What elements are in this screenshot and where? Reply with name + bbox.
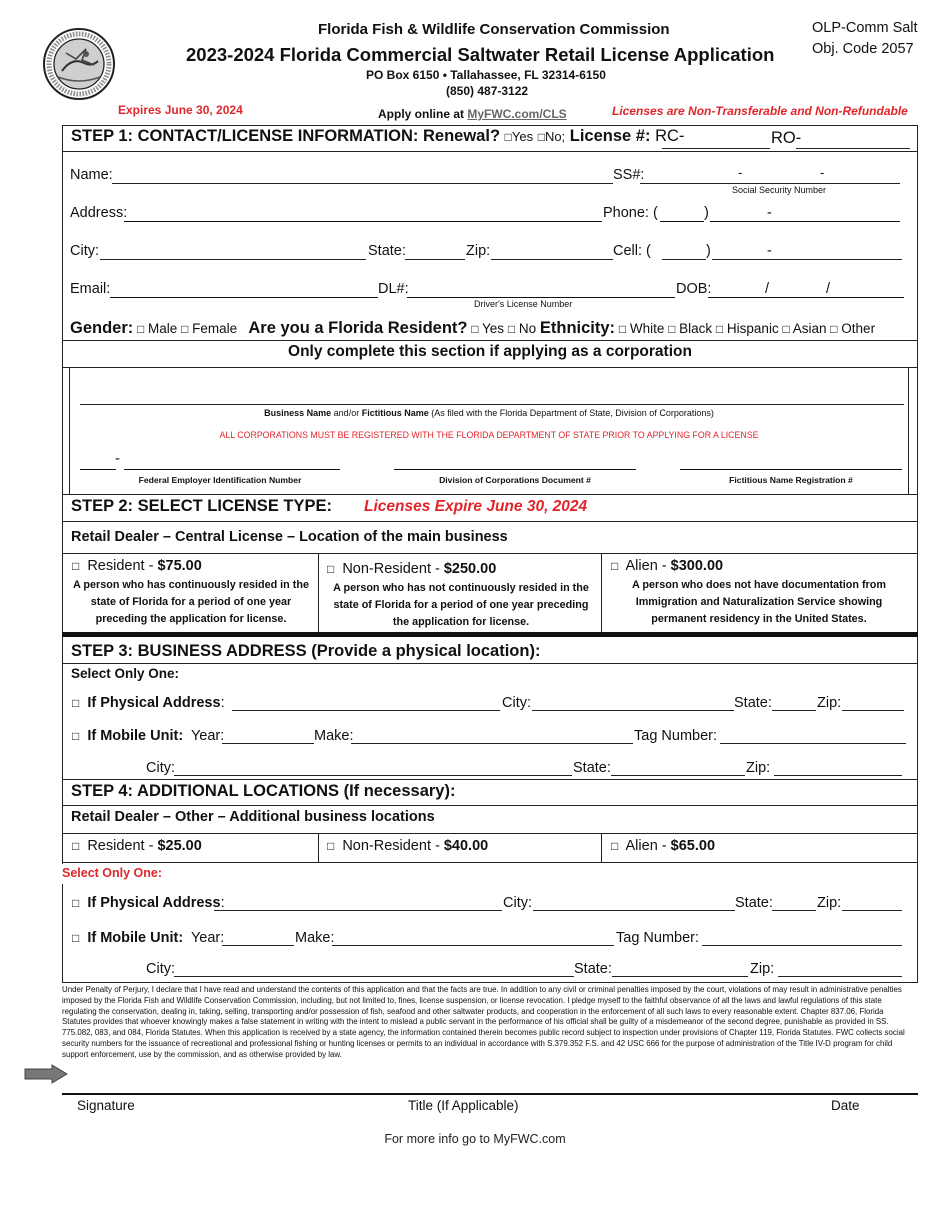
step4-tag-field[interactable] — [702, 945, 902, 946]
resident-license-label: Resident - — [87, 558, 158, 574]
black-checkbox[interactable]: □ — [668, 322, 676, 336]
name-label: Name: — [70, 167, 113, 183]
footer-info: For more info go to MyFWC.com — [384, 1132, 566, 1146]
phone-label: Phone: ( — [603, 205, 658, 221]
step4-mobile-zip-label: Zip: — [750, 961, 775, 977]
step2-expire-note: Licenses Expire June 30, 2024 — [364, 498, 588, 515]
mailing-address: PO Box 6150 • Tallahassee, FL 32314-6150 — [366, 68, 606, 82]
step3-make-label: Make: — [314, 728, 354, 744]
step3-mobile-label: If Mobile Unit: — [87, 728, 184, 744]
name-field[interactable] — [112, 183, 613, 184]
step3-physical-checkbox[interactable]: □ — [72, 696, 80, 710]
ethnicity-white: White — [629, 321, 665, 336]
step3-heading: STEP 3: BUSINESS ADDRESS (Provide a physical location): — [71, 642, 541, 660]
nonresident-license-desc: A person who has not continuously resided in the state of Florida for a period of one year preceding the application for license. — [333, 582, 589, 628]
step3-city-label: City: — [502, 695, 531, 711]
step1-heading — [71, 127, 684, 146]
step3-state-field[interactable] — [772, 710, 816, 711]
fein-field[interactable] — [124, 469, 340, 470]
ssn-hint: Social Security Number — [732, 185, 827, 195]
alien-option — [611, 558, 723, 574]
resident-question: Are you a Florida Resident? — [248, 319, 468, 337]
step4-nonresident-option — [327, 838, 488, 854]
renewal-no-label: No; — [544, 129, 566, 144]
zip-label: Zip: — [466, 243, 491, 259]
cell-area-field[interactable] — [662, 259, 706, 260]
zip-field[interactable] — [491, 259, 613, 260]
step3-physical-label: If Physical Address — [87, 695, 221, 711]
other-checkbox[interactable]: □ — [830, 322, 838, 336]
license-number-label: License #: — [569, 127, 651, 145]
step4-mobile-state-label: State: — [574, 961, 612, 977]
step4-zip-field[interactable] — [842, 910, 902, 911]
step4-tag-label: Tag Number: — [616, 930, 700, 946]
step4-make-field[interactable] — [332, 945, 614, 946]
step3-physical-address-field[interactable] — [232, 710, 500, 711]
step4-nonresident-checkbox[interactable]: □ — [327, 839, 335, 853]
apply-online — [378, 107, 567, 121]
asian-checkbox[interactable]: □ — [782, 322, 790, 336]
step3-tag-field[interactable] — [720, 743, 906, 744]
resident-yes-checkbox[interactable]: □ — [471, 322, 479, 336]
resident-yes-label: Yes — [482, 321, 505, 336]
central-license-heading: Retail Dealer – Central License – Location of the main business — [71, 529, 508, 545]
ethnicity-black: Black — [679, 321, 713, 336]
email-field[interactable] — [110, 297, 378, 298]
address-field[interactable] — [124, 221, 602, 222]
signature-label: Signature — [77, 1098, 135, 1113]
step4-mobile-state-field[interactable] — [612, 976, 748, 977]
step3-tag-label: Tag Number: — [634, 728, 718, 744]
renewal-no-checkbox[interactable]: □ — [537, 130, 545, 144]
step4-resident-label: Resident - — [87, 838, 158, 854]
step3-zip-label: Zip: — [817, 695, 842, 711]
step3-mobile-city-label: City: — [146, 760, 175, 776]
business-name-and: and/or — [331, 408, 362, 418]
other-license-heading: Retail Dealer – Other – Additional business locations — [71, 809, 435, 825]
step4-city-label: City: — [503, 895, 532, 911]
step4-mobile-checkbox[interactable]: □ — [72, 931, 80, 945]
alien-license-label: Alien - — [625, 558, 671, 574]
dl-field[interactable] — [407, 297, 675, 298]
form-title: 2023-2024 Florida Commercial Saltwater Retail License Application — [186, 44, 775, 65]
corp-document-field[interactable] — [394, 469, 636, 470]
step3-mobile-state-field[interactable] — [611, 775, 745, 776]
alien-license-price: $300.00 — [670, 558, 724, 574]
step4-make-label: Make: — [295, 930, 335, 946]
hispanic-checkbox[interactable]: □ — [715, 322, 724, 336]
renewal-yes-checkbox[interactable]: □ — [504, 130, 512, 144]
email-label: Email: — [70, 281, 111, 297]
ss-label: SS#: — [613, 167, 645, 183]
gender-label: Gender: — [70, 319, 134, 337]
step4-physical-row: □ If Physical Address: — [72, 895, 225, 911]
step3-zip-field[interactable] — [842, 710, 904, 711]
sign-here-arrow-icon — [24, 1064, 68, 1084]
fictitious-name-bold: Fictitious Name — [361, 408, 429, 418]
step3-mobile-zip-field[interactable] — [774, 775, 902, 776]
step4-city-field[interactable] — [533, 910, 735, 911]
step3-select-one: Select Only One: — [71, 666, 180, 681]
resident-license-checkbox[interactable]: □ — [72, 559, 80, 573]
step1-title: STEP 1: CONTACT/LICENSE INFORMATION: Renewal? — [71, 127, 501, 145]
state-label: State: — [368, 243, 406, 259]
step4-state-field[interactable] — [772, 910, 816, 911]
step4-physical-checkbox[interactable]: □ — [72, 896, 80, 910]
female-checkbox[interactable]: □ — [181, 322, 189, 336]
date-label: Date — [831, 1098, 860, 1113]
phone-number-field[interactable] — [710, 221, 900, 222]
nonresident-license-label: Non-Resident - — [342, 561, 444, 577]
step4-mobile-zip-field[interactable] — [778, 976, 902, 977]
business-name-note: (As filed with the Florida Department of State, Division of Corporations) — [428, 408, 714, 418]
step4-mobile-city-field[interactable] — [174, 976, 574, 977]
demographics-row — [70, 319, 875, 338]
step3-city-field[interactable] — [532, 710, 734, 711]
ssn-field[interactable] — [640, 183, 900, 184]
resident-no-checkbox[interactable]: □ — [507, 322, 516, 336]
step4-alien-price: $65.00 — [670, 838, 716, 854]
cell-number-field[interactable] — [712, 259, 902, 260]
city-label: City: — [70, 243, 99, 259]
dl-label: DL#: — [378, 281, 409, 297]
step4-mobile-row — [72, 930, 224, 946]
alien-license-desc: A person who does not have documentation from Immigration and Naturalization Service showing permanent residency in the United States. — [632, 579, 886, 625]
alien-license-checkbox[interactable]: □ — [611, 559, 619, 573]
corp-document-caption: Division of Corporations Document # — [439, 475, 591, 485]
step4-mobile-city-label: City: — [146, 961, 175, 977]
ethnicity-hispanic: Hispanic — [726, 321, 779, 336]
resident-license-price: $75.00 — [157, 558, 202, 574]
perjury-statement: Under Penalty of Perjury, I declare that I have read and understand the contents of this application and that the facts are true. In addition to any civil or criminal penalties imposed by the court, violations of may result in administrative penalties imposed by the Florida Fish and Wildlife Conservation Commission, including, but not limited to, fines, license suspension, or license revocation. I pledge myself to the faithful observance of all the laws and lawful regulations of this state regulating the conservation, dealing in, taking, selling, transporting and/or possession of fish, seafood and other saltwater products, and cooperation in the enforcement of all such laws to every reasonable extent. Chapter 837.06, Florida Statutes provides that whoever knowingly makes a false statement in writing with the intent to mislead a public servant in the performance of his official shall be guilty of a misdemeanor of the second degree, punishable as provided in SS. 775.082, 083, and 084, Florida Statutes. When this application is received by a state agency, the information contained therein becomes public record subject to inspection under provisions of Chapter 119, Florida Statutes. FWC collects social security numbers for the issuance of recreational and professional fishing or hunting licenses or permits to an individual in accordance with S.379.352 F.S. and 42 USC 666 for the purpose of administration of the Title IV-D program for child support enforcement, use by the commission, and as otherwise provided by law. — [62, 985, 905, 1059]
nonresident-option — [327, 561, 496, 577]
object-code: Obj. Code 2057 — [812, 41, 914, 57]
corporation-warning: ALL CORPORATIONS MUST BE REGISTERED WITH THE FLORIDA DEPARTMENT OF STATE PRIOR TO APPLYING FOR A LICENSE — [219, 430, 759, 440]
step4-alien-option — [611, 838, 715, 854]
section-divider-thick — [62, 632, 918, 637]
step4-heading: STEP 4: ADDITIONAL LOCATIONS (If necessary): — [71, 782, 456, 800]
step4-select-one: Select Only One: — [62, 866, 163, 880]
step4-resident-option — [72, 838, 202, 854]
step4-state-label: State: — [735, 895, 773, 911]
cell-label: Cell: ( — [613, 243, 651, 259]
resident-license-desc: A person who has continuously resided in the state of Florida for a period of one year preceding the application for license. — [73, 579, 309, 625]
step3-mobile-city-field[interactable] — [174, 775, 572, 776]
step4-resident-checkbox[interactable]: □ — [72, 839, 80, 853]
ro-prefix: RO- — [771, 129, 802, 147]
step4-year-label: Year: — [190, 930, 225, 946]
white-checkbox[interactable]: □ — [618, 322, 627, 336]
ethnicity-label: Ethnicity: — [539, 319, 616, 337]
dob-field[interactable] — [708, 297, 904, 298]
apply-online-prefix: Apply online at — [378, 107, 468, 121]
step3-state-label: State: — [734, 695, 772, 711]
step4-nonresident-price: $40.00 — [443, 838, 489, 854]
fwc-seal — [42, 27, 116, 101]
step4-alien-checkbox[interactable]: □ — [611, 839, 619, 853]
step4-mobile-label: If Mobile Unit: — [87, 930, 184, 946]
step3-year-field[interactable] — [222, 743, 314, 744]
fictitious-registration-caption: Fictitious Name Registration # — [729, 475, 853, 485]
step3-mobile-checkbox[interactable]: □ — [72, 729, 80, 743]
step4-year-field[interactable] — [222, 945, 294, 946]
resident-no-label: No — [518, 321, 537, 336]
fictitious-registration-field[interactable] — [680, 469, 902, 470]
form-code: OLP-Comm Salt — [812, 20, 918, 36]
ethnicity-asian: Asian — [792, 321, 827, 336]
resident-option — [72, 558, 202, 574]
non-transferable-notice: Licenses are Non-Transferable and Non-Refundable — [612, 104, 908, 118]
dob-label: DOB: — [676, 281, 712, 297]
phone-area-field[interactable] — [660, 221, 704, 222]
male-label: Male — [148, 321, 178, 336]
step3-mobile-zip-label: Zip: — [746, 760, 771, 776]
rc-number-field[interactable] — [662, 148, 770, 149]
rc-prefix: RC- — [655, 127, 685, 145]
renewal-yes-label: Yes — [511, 129, 534, 144]
step2-heading: STEP 2: SELECT LICENSE TYPE: — [71, 497, 332, 515]
nonresident-license-checkbox[interactable]: □ — [327, 562, 335, 576]
female-label: Female — [192, 321, 238, 336]
step3-make-field[interactable] — [351, 743, 633, 744]
expiration-note: Expires June 30, 2024 — [118, 103, 243, 117]
signature-line[interactable] — [62, 1093, 918, 1095]
dl-hint: Driver's License Number — [474, 299, 573, 309]
male-checkbox[interactable]: □ — [137, 322, 145, 336]
city-field[interactable] — [100, 259, 366, 260]
step4-physical-address-field[interactable] — [214, 910, 502, 911]
step4-resident-price: $25.00 — [157, 838, 202, 854]
agency-name: Florida Fish & Wildlife Conservation Commission — [318, 21, 670, 38]
step3-year-label: Year: — [190, 728, 225, 744]
step3-mobile-state-label: State: — [573, 760, 611, 776]
agency-phone: (850) 487-3122 — [446, 84, 529, 98]
ethnicity-other: Other — [841, 321, 876, 336]
step4-physical-label: If Physical Address — [87, 895, 221, 911]
step4-nonresident-label: Non-Resident - — [342, 838, 444, 854]
address-label: Address: — [70, 205, 128, 221]
step4-zip-label: Zip: — [817, 895, 842, 911]
business-name-field[interactable] — [80, 404, 904, 405]
fein-caption: Federal Employer Identification Number — [138, 475, 302, 485]
fein-prefix-field[interactable] — [80, 469, 116, 470]
ro-number-field[interactable] — [796, 148, 910, 149]
step3-physical-row: □ If Physical Address: — [72, 695, 225, 711]
step4-alien-label: Alien - — [625, 838, 671, 854]
apply-online-link[interactable]: MyFWC.com/CLS — [467, 107, 567, 121]
nonresident-license-price: $250.00 — [443, 561, 497, 577]
step3-mobile-row — [72, 728, 224, 744]
title-label: Title (If Applicable) — [408, 1098, 519, 1113]
corporation-heading: Only complete this section if applying as a corporation — [288, 343, 692, 360]
business-name-bold: Business Name — [264, 408, 332, 418]
state-field[interactable] — [405, 259, 465, 260]
business-name-caption — [70, 408, 908, 418]
